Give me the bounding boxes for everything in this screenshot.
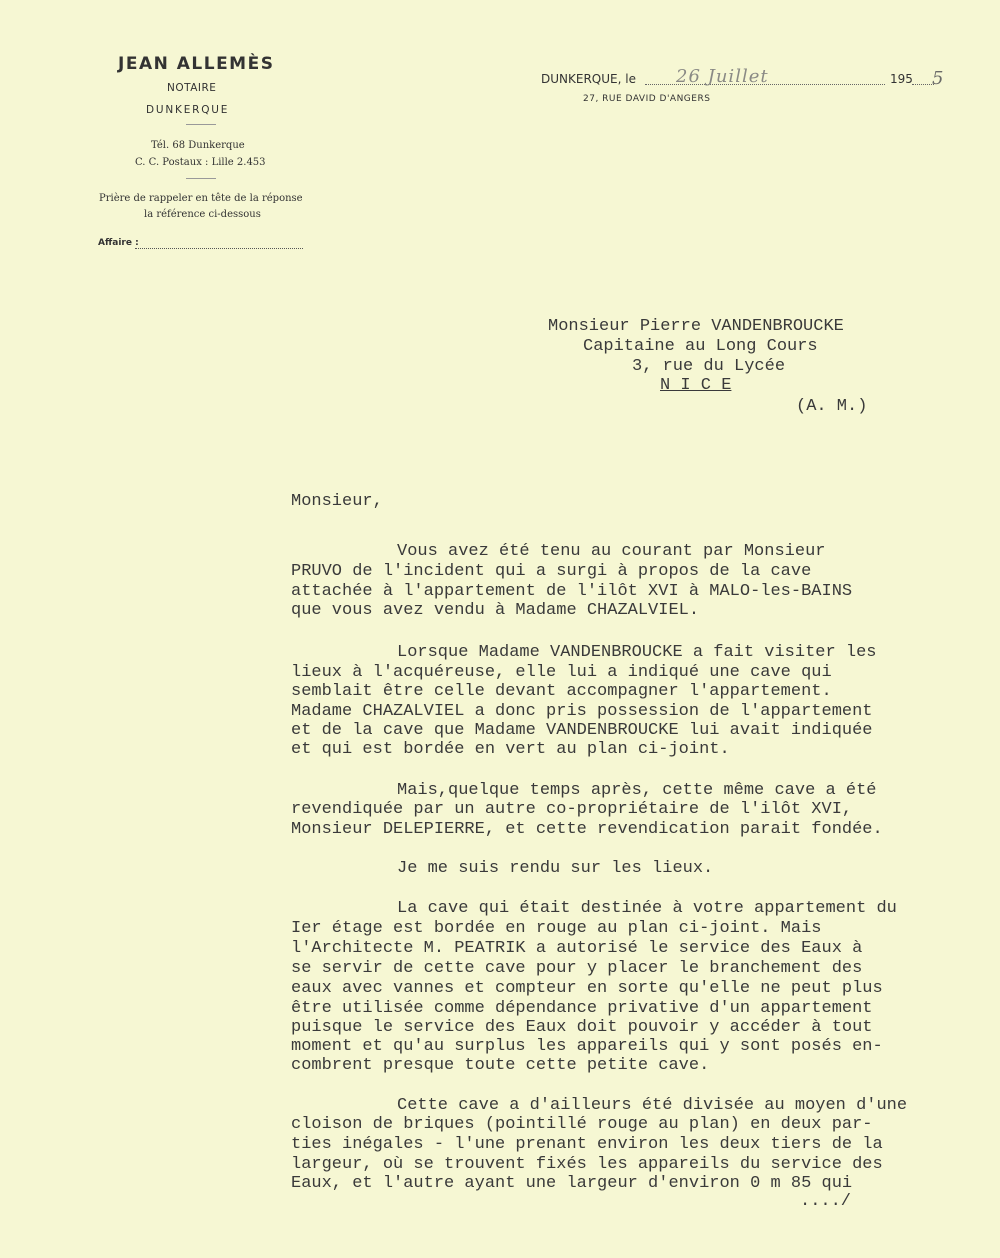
letterhead-divider [186, 178, 216, 179]
continued-marker: ..../ [800, 1192, 852, 1211]
body-line: puisque le service des Eaux doit pouvoir y accéder à tout [291, 1018, 873, 1037]
body-line: largeur, où se trouvent fixés les appareils du service des [291, 1155, 883, 1174]
telephone: Tél. 68 Dunkerque [151, 140, 245, 151]
office-address: 27, RUE DAVID D'ANGERS [583, 94, 711, 104]
body-line: revendiquée par un autre co-propriétaire de l'ilôt XVI, [291, 800, 853, 819]
letterhead-city: DUNKERQUE [146, 104, 230, 116]
affaire-field [135, 238, 303, 249]
body-line: Vous avez été tenu au courant par Monsieur [397, 542, 826, 561]
recipient-street: 3, rue du Lycée [632, 357, 786, 376]
body-line: moment et qu'au surplus les appareils qui y sont posés en- [291, 1037, 883, 1056]
recipient-region: (A. M.) [796, 397, 868, 416]
reference-note-line1: Prière de rappeler en tête de la réponse [99, 193, 303, 204]
body-line: Lorsque Madame VANDENBROUCKE a fait visiter les [397, 643, 877, 662]
body-line: se servir de cette cave pour y placer le branchement des [291, 959, 863, 978]
body-line: et de la cave que Madame VANDENBROUCKE lui avait indiquée [291, 721, 873, 740]
affaire-label: Affaire : [98, 238, 139, 248]
body-line: PRUVO de l'incident qui a surgi à propos de la cave [291, 562, 812, 581]
recipient-name: Monsieur Pierre VANDENBROUCKE [548, 317, 844, 336]
date-city-label: DUNKERQUE, le [541, 72, 636, 86]
body-line: ties inégales - l'une prenant environ les deux tiers de la [291, 1135, 883, 1154]
notary-title: NOTAIRE [167, 82, 217, 94]
body-line: semblait être celle devant accompagner l'appartement. [291, 682, 832, 701]
body-line: eaux avec vannes et compteur en sorte qu'elle ne peut plus [291, 979, 883, 998]
body-line: Monsieur DELEPIERRE, et cette revendication parait fondée. [291, 820, 883, 839]
recipient-city: N I C E [660, 376, 732, 395]
body-line: lieux à l'acquéreuse, elle lui a indiqué une cave qui [291, 663, 832, 682]
handwritten-date: 26 Juillet [676, 66, 769, 87]
body-line: Je me suis rendu sur les lieux. [397, 859, 714, 878]
body-line: La cave qui était destinée à votre appartement du [397, 899, 897, 918]
letterhead-divider [186, 124, 216, 125]
body-line: combrent presque toute cette petite cave. [291, 1056, 710, 1075]
body-line: cloison de briques (pointillé rouge au plan) en deux par- [291, 1115, 873, 1134]
recipient-title: Capitaine au Long Cours [583, 337, 818, 356]
postal-account: C. C. Postaux : Lille 2.453 [135, 157, 266, 168]
body-line: Cette cave a d'ailleurs été divisée au moyen d'une [397, 1096, 908, 1115]
body-line: et qui est bordée en vert au plan ci-joint. [291, 740, 730, 759]
body-line: être utilisée comme dépendance privative d'un appartement [291, 999, 873, 1018]
body-line: l'Architecte M. PEATRIK a autorisé le service des Eaux à [291, 939, 863, 958]
notary-name: JEAN ALLEMÈS [118, 54, 275, 74]
body-line: Madame CHAZALVIEL a donc pris possession de l'appartement [291, 702, 873, 721]
salutation: Monsieur, [291, 492, 383, 511]
handwritten-year-digit: 5 [932, 68, 944, 89]
body-line: Mais,quelque temps après, cette même cave a été [397, 781, 877, 800]
year-prefix: 195 [890, 72, 913, 86]
body-line: attachée à l'appartement de l'ilôt XVI à MALO-les-BAINS [291, 582, 853, 601]
body-line: que vous avez vendu à Madame CHAZALVIEL. [291, 601, 700, 620]
reference-note-line2: la référence ci-dessous [144, 209, 261, 220]
body-line: Eaux, et l'autre ayant une largeur d'environ 0 m 85 qui [291, 1174, 853, 1193]
year-dotted-line [912, 74, 934, 85]
body-line: Ier étage est bordée en rouge au plan ci-joint. Mais [291, 919, 822, 938]
